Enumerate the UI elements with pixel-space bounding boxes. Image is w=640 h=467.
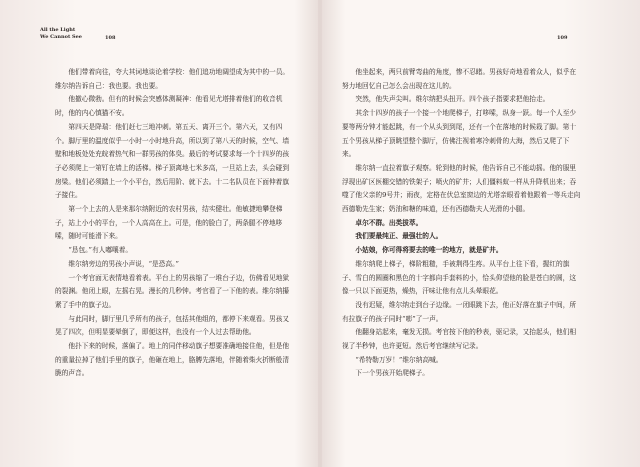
paragraph: 他们带着向往，夸大其词地谈论着学校：他们追功地阔望成为其中的一员。维尔纳告诉自己：我也要。我也要。 xyxy=(55,68,290,90)
paragraph: 他翻身站起来，毫发无损。考官按下他的秒表，驱记录，又抬起头，他们相视了半秒钟，也许更短。然后考官继续写记录。 xyxy=(342,328,577,351)
paragraph: 没有迟疑，维尔纳走到台子边缘。一闭眼跳下去，他正好落在旗子中间，所有拉旗子的孩子同时“嘭”了一声。 xyxy=(342,300,577,323)
paragraph: 突然，他失声尖叫。维尔纳把头扭开。四个孩子指要求把他抬走。 xyxy=(355,95,550,104)
emphasis-paragraph: 卓尔不群。出类拔萃。 xyxy=(355,218,423,227)
paragraph: 与此同时，脚厅里几乎所有的孩子，包括其他组的，都停下来观看。男孩又晃了四次，但明显要晕倒了，即便这样，也没有一个人过去帮助他。 xyxy=(55,314,290,337)
paragraph: 第一个上去的人是来那尔纳附近的农村男孩，结实健壮。他敏捷地攀登梯子，站上小小的平台，一个人高高在上。可是，他的脸白了，两条腿不停地哆嗦，随时可能滑下来。 xyxy=(55,205,283,241)
paragraph: 其余十四岁的孩子一个接一个地爬梯子，打哆嗦，纵身一跃。每一个人至少要等两分钟才能起跳，有一个从头到到尾，还有一个在落地的时候栽了脚。第十五个男孩从梯子顶眺望整个脚厅，仿佛注视着寒冷刺骨的大海，然后又爬了下来。 xyxy=(342,109,577,159)
running-head-subtitle: We Cannot See xyxy=(40,34,82,40)
left-page-body xyxy=(55,66,295,381)
emphasis-paragraph: 小姑娘，你可得将要去的唯一的地方，就是矿井。 xyxy=(355,246,503,255)
paragraph: 维尔纳旁边的男孩小声说，“是恐高。” xyxy=(68,259,179,268)
paragraph: 他坐起来，两只前臂弯曲的角度，惨不忍睹。男孩好奇地看着众人，似乎在努力地回忆自己怎么会出现在这儿的。 xyxy=(342,68,577,90)
paragraph: 一个考官面无表情地看着表。平台上的男孩缩了一堆台子边，仿佛看见地狱的裂渊。他闭上眼，左摇右晃。漫长的几秒钟。考官看了一下他的表。维尔纳攥紧了手中的旗子边。 xyxy=(55,273,290,309)
right-page-number: 109 xyxy=(557,35,568,41)
paragraph: 他扑下来的时候，落偏了。地上的同伴移动旗子想要准确地接住他，但是他的重量拉掉了他们手里的旗子，他砸在地上，胳膊先落地，伴随着柴火折断般清脆的声音。 xyxy=(55,342,290,378)
left-page-number: 108 xyxy=(105,35,116,41)
running-head-title: All the Light xyxy=(40,27,76,33)
paragraph: 维尔纳爬上梯子，梯阶粗糙，手被荆得生疼。从平台上往下看，握红的旗子、雪白的圆圈和黑色的十字都向手套料的小，恰头仰望他的脸是苍白的圆，这像一只以下面更热，燥热，汗味让他有点儿头晕眼花。 xyxy=(342,259,577,296)
right-page xyxy=(320,0,640,467)
paragraph: 第四天是降瑞：他们赶七三地冲刺。第五天、离开三个。第六天，又有四个。脚厅里的温度似乎一小时一小时地升高，所以到了第八天的时候，空气、墙壁和地板处处充皖着热气和一群男孩的体臭。最后的考试要求每一个十四岁的孩子必须爬上一第钉在墙上的活梯。梯子顶离地七米多高，一旦站上去，头会碰到房梁。他们必须踏上一个小平台，然后用阶、就下去。十二名队员在下面伸着旗子接住。 xyxy=(55,122,290,200)
paragraph: 下一个男孩开始爬梯子。 xyxy=(355,369,429,378)
emphasis-paragraph: 我们要最纯正、最强壮的人。 xyxy=(355,232,443,241)
running-head xyxy=(40,27,82,41)
paragraph: “希特勒万岁！”维尔纳高喊。 xyxy=(355,355,443,364)
right-page-body xyxy=(342,66,582,381)
paragraph: 维尔纳一直拉着旗子观察。轮到他的时候，他告诉自己不能动摇。他的服里浮现出矿区医棚交错的铁架子；喷火的矿井；人们僵料蚁一样从升降机出来；吞噬了他父亲的9号井；雨夜，定格在伏总室窗边的尤塔亲眼看着他跟着一等兵走向西德勒先生家；奶油和糖的味道，还有西德勒夫人光滑的小腿。 xyxy=(342,163,581,214)
paragraph: “恳包。”有人嘟嚷着。 xyxy=(68,246,133,255)
paragraph: 他撤心微勃。但有的时候会突感体测凝神：他看见尤塔排着他们的收音机时，他的内心慎猫不安。 xyxy=(55,95,283,118)
